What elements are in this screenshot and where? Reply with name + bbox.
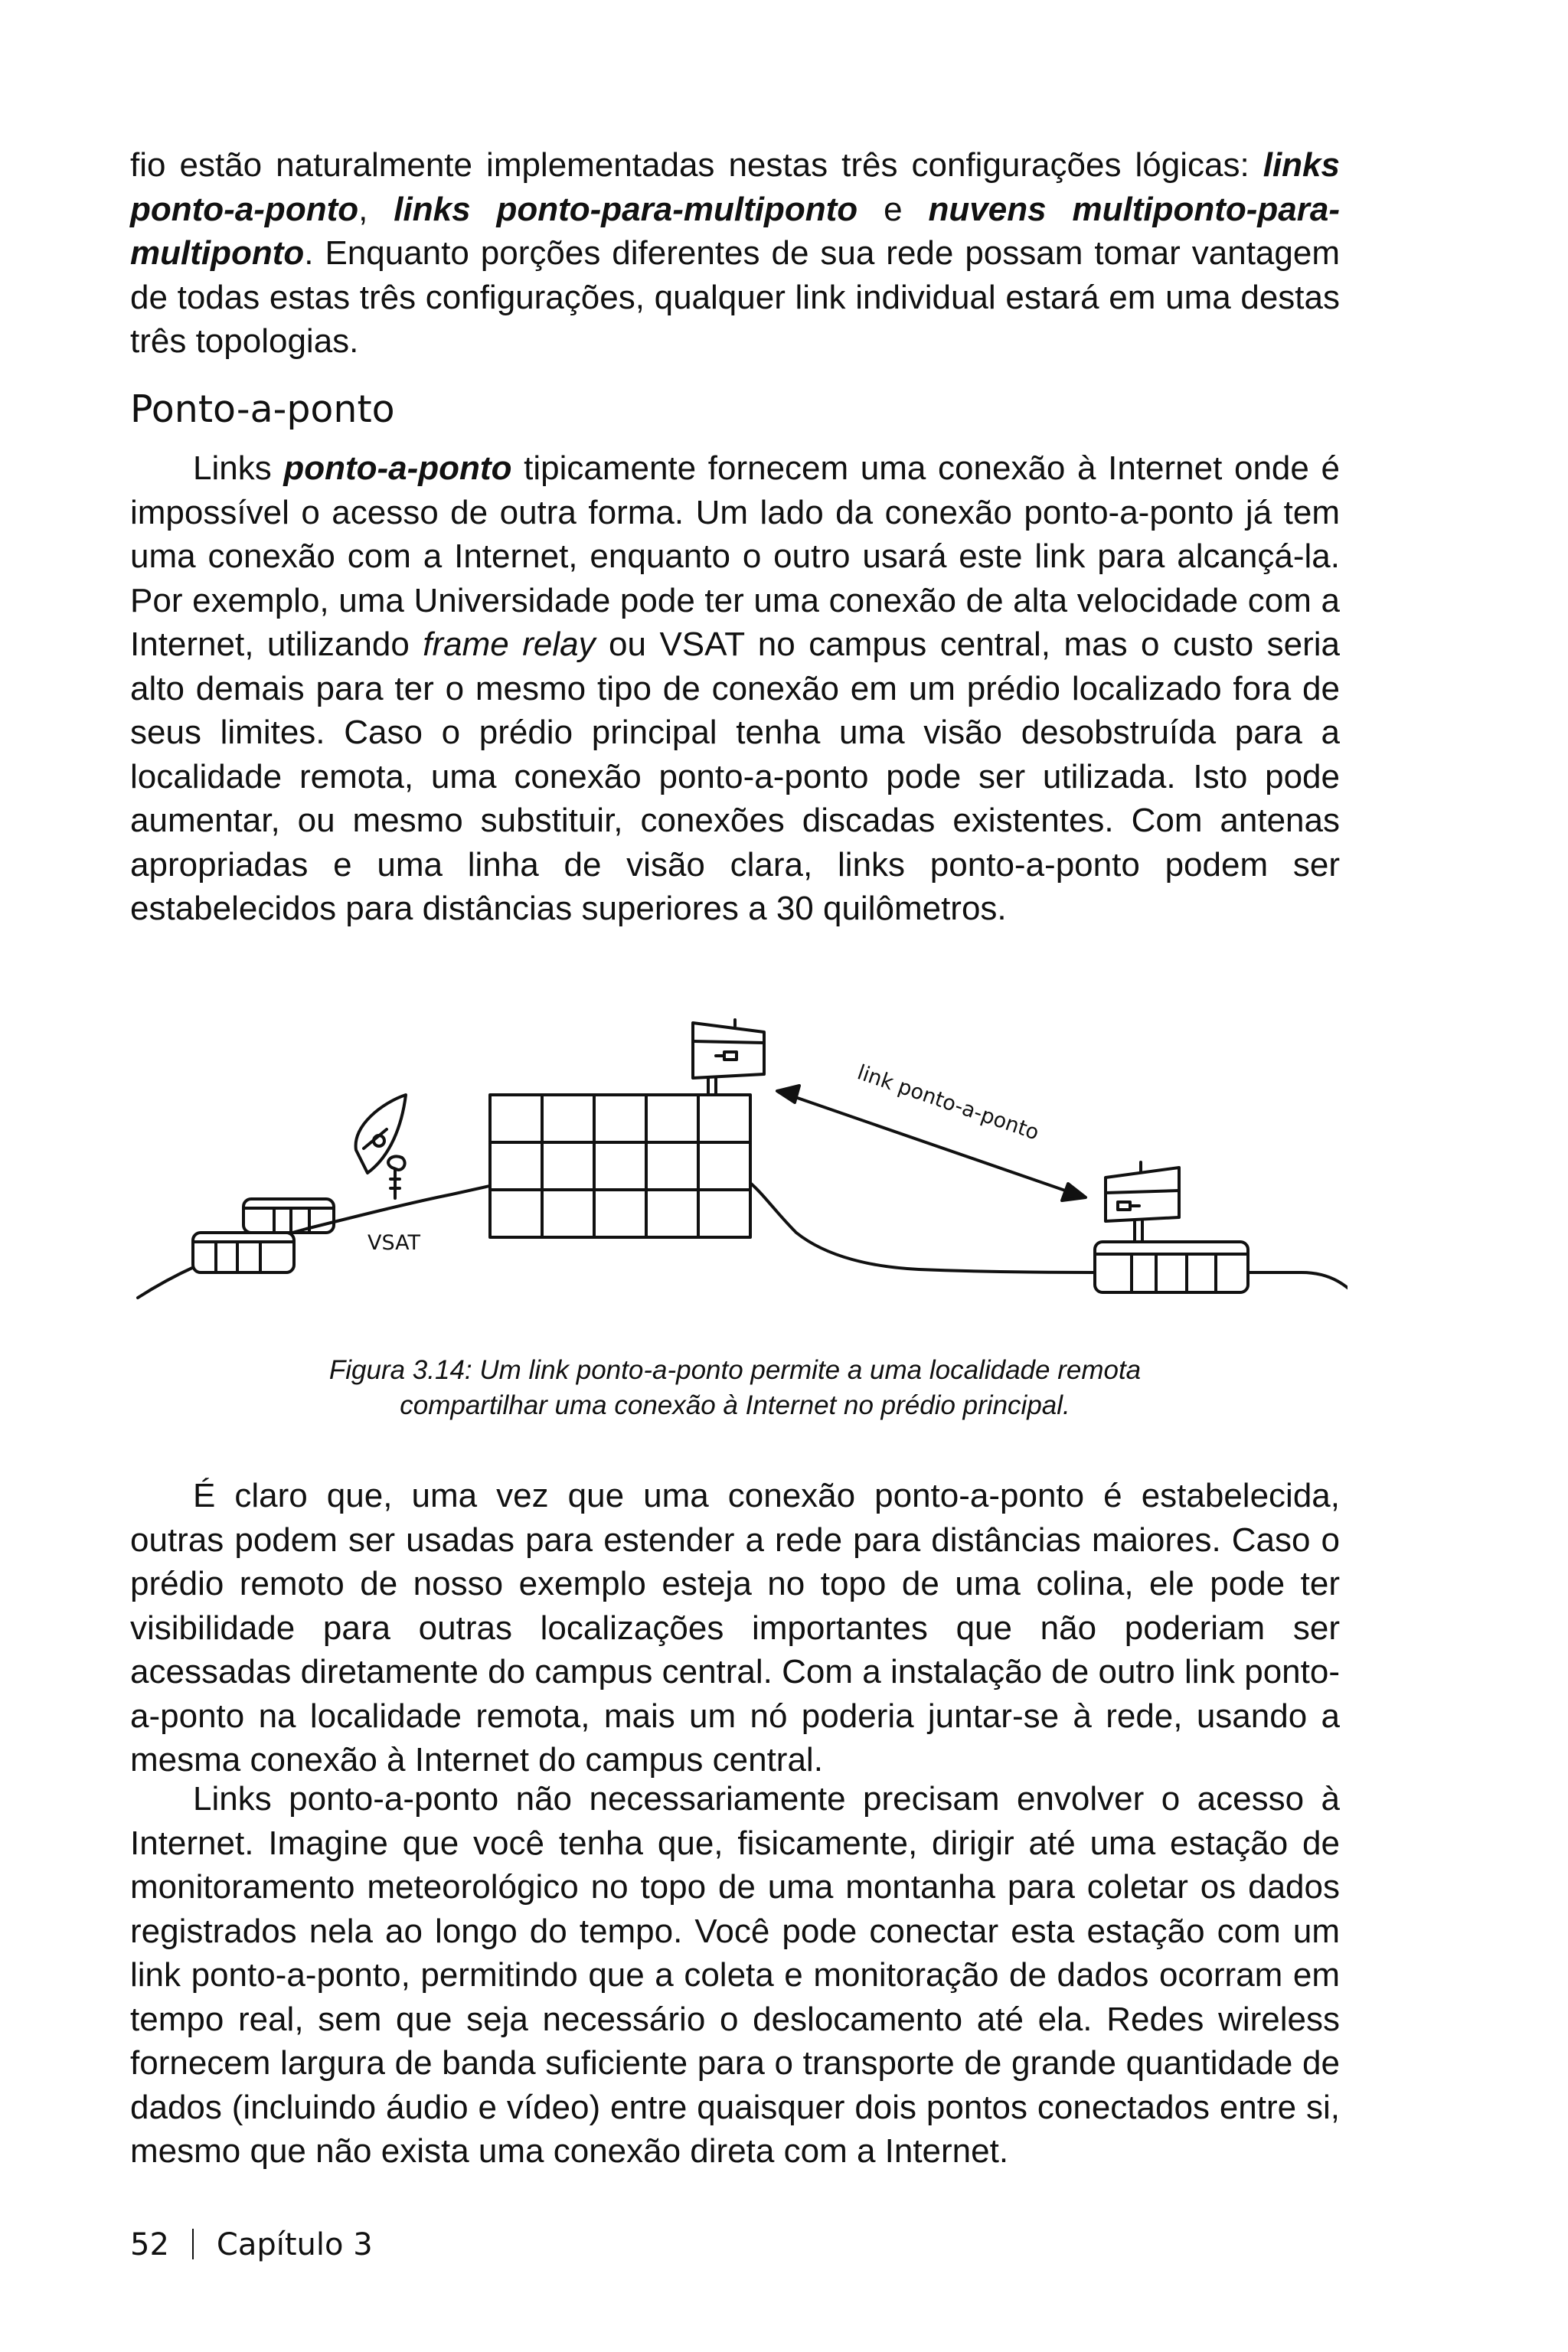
intro-paragraph	[130, 143, 1340, 364]
term-ponto-a-ponto: ponto-a-ponto	[283, 449, 512, 487]
vsat-dish-icon	[356, 1095, 406, 1198]
chapter-label: Capítulo 3	[216, 2227, 373, 2262]
intro-text-4: . Enquanto porções diferentes de sua rede possam tomar vantagem de todas estas três configurações, qualquer link individual estará em uma destas três topologias.	[130, 234, 1340, 360]
p2p-paragraph	[130, 446, 1340, 931]
vsat-label: VSAT	[368, 1231, 420, 1255]
caption-line-2: compartilhar uma conexão à Internet no prédio principal.	[400, 1390, 1070, 1420]
figure-caption	[130, 1353, 1340, 1423]
caption-line-1: Figura 3.14: Um link ponto-a-ponto permite a uma localidade remota	[328, 1355, 1142, 1385]
p2p-text-1: Links	[193, 449, 284, 487]
page-footer	[130, 2225, 373, 2265]
weather-paragraph: Links ponto-a-ponto não necessariamente precisam envolver o acesso à Internet. Imagine que você tenha que, fisicamente, dirigir até uma estação de monitoramento meteorológico no topo de uma montanha para coletar os dados registrados nela ao longo do tempo. Você pode conectar esta estação com um link ponto-a-ponto, permitindo que a coleta e monitoração de dados ocorram em tempo real, sem que seja necessário o deslocamento até ela. Redes wireless fornecem largura de banda suficiente para o transporte de grande quantidade de dados (incluindo áudio e vídeo) entre quaisquer dois pontos conectados entre si, mesmo que não exista uma conexão direta com a Internet.	[130, 1780, 1340, 2170]
figure-point-to-point-diagram	[122, 972, 1348, 1325]
term-links-ponto-para-multiponto: links ponto-para-multiponto	[394, 190, 858, 228]
main-antenna-icon	[693, 1020, 764, 1095]
section-heading: Ponto-a-ponto	[130, 387, 395, 431]
intro-text-1: fio estão naturalmente implementadas nestas três configurações lógicas:	[130, 146, 1263, 184]
main-building	[490, 1095, 750, 1237]
p2p-text-3: ou VSAT no campus central, mas o custo seria alto demais para ter o mesmo tipo de conexão em um prédio localizado fora de seus limites. Caso o prédio principal tenha uma visão desobstruída para a localidade remota, uma conexão ponto-a-ponto pode ser utilizada. Isto pode aumentar, ou mesmo substituir, conexões discadas existentes. Com antenas apropriadas e uma linha de visão clara, links ponto-a-ponto podem ser estabelecidos para distâncias superiores a 30 quilômetros.	[130, 626, 1340, 927]
left-building-back	[243, 1199, 334, 1233]
intro-text-3: e	[858, 190, 929, 228]
remote-building	[1095, 1242, 1248, 1292]
intro-text-2: ,	[358, 190, 394, 228]
link-label: link ponto-a-ponto	[854, 1060, 1042, 1145]
page-number: 52	[130, 2227, 169, 2262]
remote-paragraph: É claro que, uma vez que uma conexão ponto-a-ponto é estabelecida, outras podem ser usadas para estender a rede para distâncias maiores. Caso o prédio remoto de nosso exemplo esteja no topo de uma colina, ele pode ter visibilidade para outras localizações importantes que não poderiam ser acessadas diretamente do campus central. Com a instalação de outro link ponto-a-ponto na localidade remota, mais um nó poderia juntar-se à rede, usando a mesma conexão à Internet do campus central.	[130, 1477, 1340, 1779]
term-nuvens-multiponto: nuvens multiponto-para-multiponto	[130, 190, 1341, 272]
p2p-text-2: tipicamente fornecem uma conexão à Internet onde é impossível o acesso de outra forma. Um lado da conexão ponto-a-ponto já tem uma conexão com a Internet, enquanto o outro usará este link para alcançá-la. Por exemplo, uma Universidade pode ter uma conexão de alta velocidade com a Internet, utilizando	[130, 449, 1340, 663]
remote-antenna-icon	[1106, 1162, 1179, 1242]
term-links-ponto-a-ponto: links ponto-a-ponto	[130, 146, 1340, 228]
left-building-front	[193, 1233, 294, 1272]
term-frame-relay: frame relay	[423, 626, 596, 663]
footer-separator	[192, 2229, 194, 2259]
